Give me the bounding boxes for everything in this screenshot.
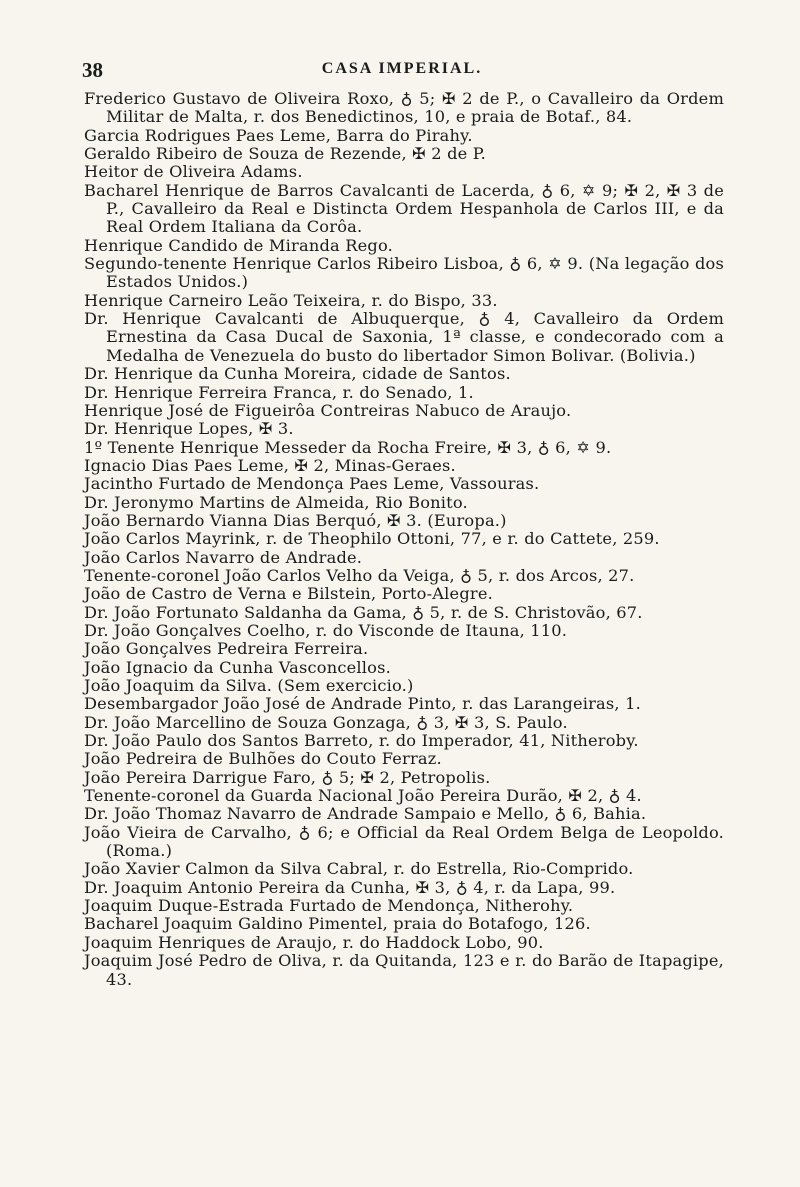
list-item: Dr. João Thomaz Navarro de Andrade Sampaio e Mello, ♁ 6, Bahia. <box>84 804 647 824</box>
list-item: Tenente-coronel João Carlos Velho da Veiga, ♁ 5, r. dos Arcos, 27. <box>84 565 635 585</box>
list-item: Bacharel Henrique de Barros Cavalcanti de Lacerda, ♁ 6, ✡ 9; ✠ 2, ✠ 3 de P., Cavalleiro da Real e Distincta Ordem Hespanhola de Carlos III, e da Real Ordem Italiana da Corôa. <box>84 180 724 237</box>
list-item: João Carlos Navarro de Andrade. <box>84 547 363 567</box>
list-item: Dr. João Fortunato Saldanha da Gama, ♁ 5, r. de S. Christovão, 67. <box>84 602 643 622</box>
list-item: Dr. Henrique Cavalcanti de Albuquerque, ♁ 4, Cavalleiro da Ordem Ernestina da Casa Ducal de Saxonia, 1ª classe, e condecorado com a Medalha de Venezuela do busto do libertador Simon Bolivar. (Bolivia.) <box>84 309 724 365</box>
page-number: 38 <box>82 58 103 82</box>
list-item: João Xavier Calmon da Silva Cabral, r. do Estrella, Rio-Comprido. <box>84 859 634 879</box>
list-item: Jacintho Furtado de Mendonça Paes Leme, Vassouras. <box>84 474 540 494</box>
list-item: João Pedreira de Bulhões do Couto Ferraz. <box>84 749 442 769</box>
page-header <box>82 58 722 84</box>
list-item: Dr. Joaquim Antonio Pereira da Cunha, ✠ 3, ♁ 4, r. da Lapa, 99. <box>84 877 616 897</box>
list-item: João Gonçalves Pedreira Ferreira. <box>84 639 369 659</box>
running-head: CASA IMPERIAL. <box>321 60 483 77</box>
list-item: João Bernardo Vianna Dias Berquó, ✠ 3. (Europa.) <box>84 510 507 530</box>
list-item: Ignacio Dias Paes Leme, ✠ 2, Minas-Geraes. <box>84 455 456 475</box>
list-item: Dr. João Paulo dos Santos Barreto, r. do Imperador, 41, Nitheroby. <box>84 731 639 751</box>
list-item: Garcia Rodrigues Paes Leme, Barra do Pirahy. <box>84 125 473 145</box>
list-item: Frederico Gustavo de Oliveira Roxo, ♁ 5; ✠ 2 de P., o Cavalleiro da Ordem Militar de Malta, r. dos Benedictinos, 10, e praia de Botaf., 84. <box>84 89 724 127</box>
list-item: Henrique José de Figueirôa Contreiras Nabuco de Araujo. <box>84 400 572 420</box>
list-item: Henrique Candido de Miranda Rego. <box>84 235 393 255</box>
list-item: Heitor de Oliveira Adams. <box>84 162 303 182</box>
list-item: Geraldo Ribeiro de Souza de Rezende, ✠ 2 de P. <box>84 144 486 164</box>
list-item: João Ignacio da Cunha Vasconcellos. <box>84 657 391 677</box>
list-item: Dr. Henrique Ferreira Franca, r. do Senado, 1. <box>84 382 474 402</box>
list-item: João Carlos Mayrink, r. de Theophilo Ottoni, 77, e r. do Cattete, 259. <box>84 529 660 549</box>
list-item: Dr. Henrique Lopes, ✠ 3. <box>84 419 294 439</box>
list-item: Joaquim José Pedro de Oliva, r. da Quitanda, 123 e r. do Barão de Itapagipe, 43. <box>84 951 724 989</box>
entry-list <box>84 90 724 989</box>
list-item: Henrique Carneiro Leão Teixeira, r. do Bispo, 33. <box>84 290 498 310</box>
list-item: Tenente-coronel da Guarda Nacional João Pereira Durão, ✠ 2, ♁ 4. <box>84 786 642 806</box>
list-item: João de Castro de Verna e Bilstein, Porto-Alegre. <box>84 584 493 604</box>
list-item: Desembargador João José de Andrade Pinto, r. das Larangeiras, 1. <box>84 694 641 714</box>
list-item: Bacharel Joaquim Galdino Pimentel, praia do Botafogo, 126. <box>84 914 591 934</box>
list-item: João Pereira Darrigue Faro, ♁ 5; ✠ 2, Petropolis. <box>84 767 491 787</box>
list-item: Dr. João Gonçalves Coelho, r. do Visconde de Itauna, 110. <box>84 620 568 640</box>
list-item: 1º Tenente Henrique Messeder da Rocha Freire, ✠ 3, ♁ 6, ✡ 9. <box>84 437 612 457</box>
list-item: João Joaquim da Silva. (Sem exercicio.) <box>84 676 414 695</box>
list-item: Dr. Henrique da Cunha Moreira, cidade de Santos. <box>84 364 511 384</box>
list-item: Joaquim Henriques de Araujo, r. do Haddock Lobo, 90. <box>84 932 544 952</box>
list-item: João Vieira de Carvalho, ♁ 6; e Official da Real Ordem Belga de Leopoldo. (Roma.) <box>84 822 724 861</box>
list-item: Dr. João Marcellino de Souza Gonzaga, ♁ 3, ✠ 3, S. Paulo. <box>84 712 568 732</box>
list-item: Dr. Jeronymo Martins de Almeida, Rio Bonito. <box>84 492 468 512</box>
list-item: Segundo-tenente Henrique Carlos Ribeiro Lisboa, ♁ 6, ✡ 9. (Na legação dos Estados Unidos.) <box>84 254 724 292</box>
list-item: Joaquim Duque-Estrada Furtado de Mendonça, Nitherohy. <box>84 896 574 916</box>
